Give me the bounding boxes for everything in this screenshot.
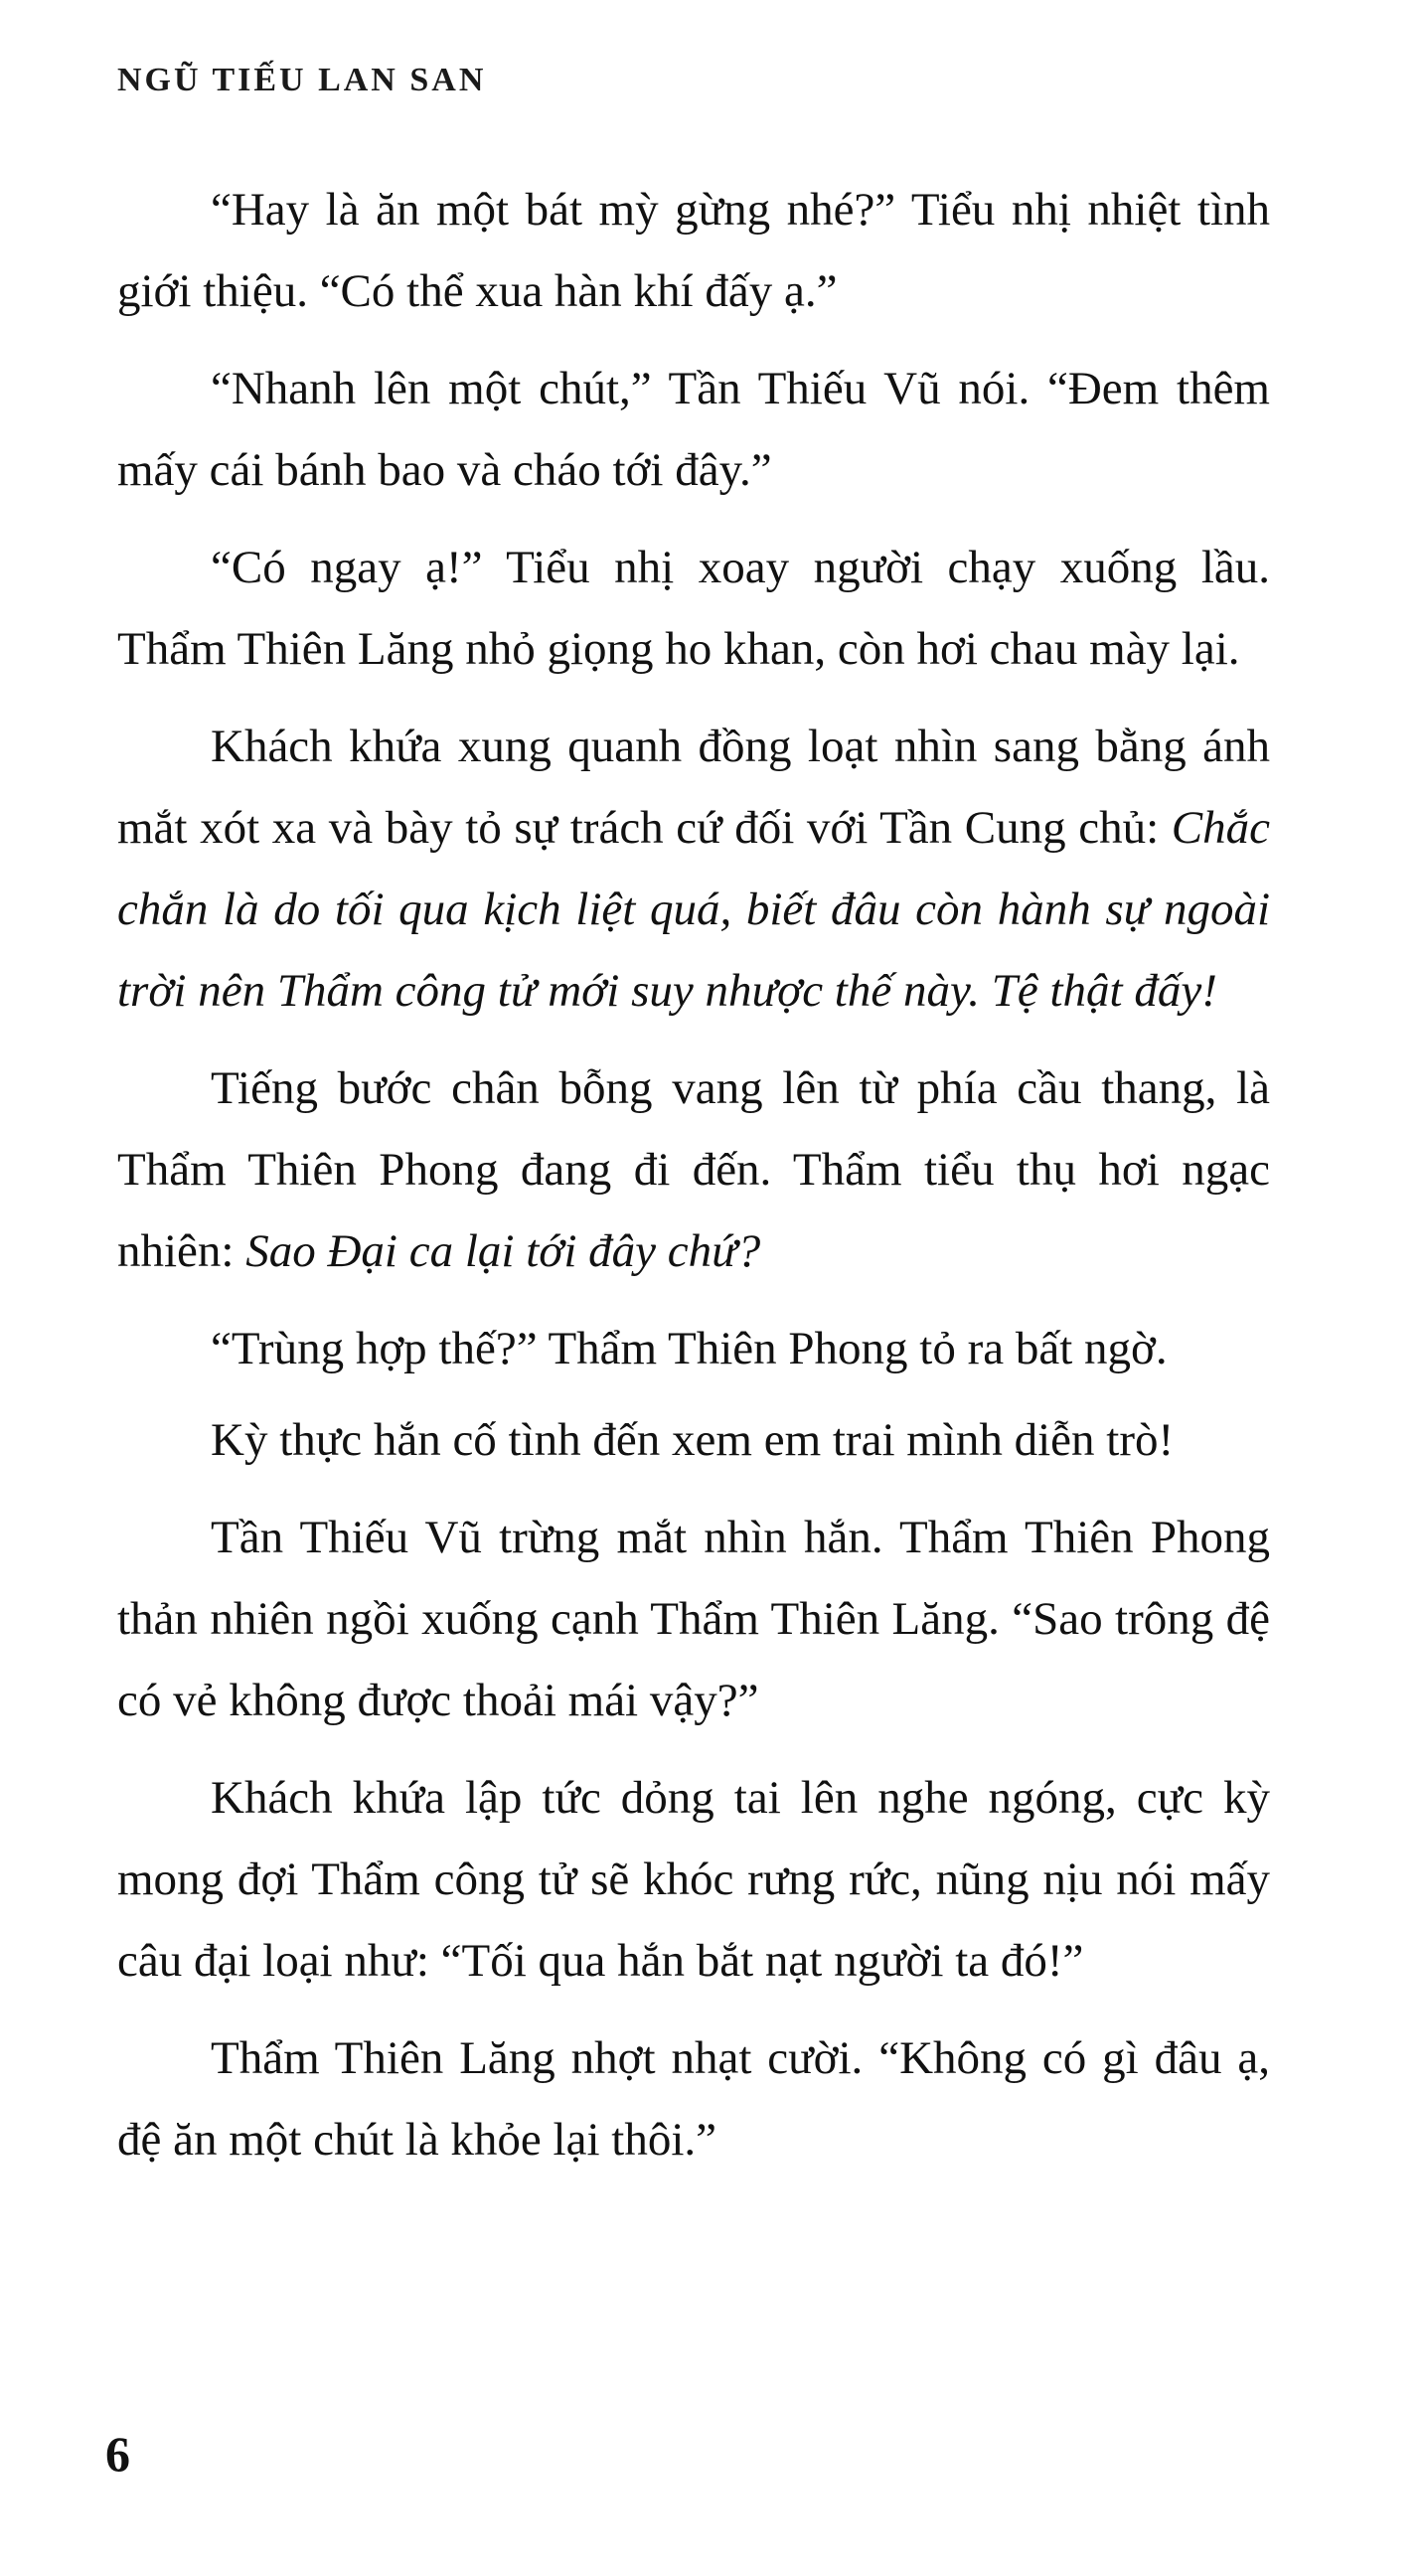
- paragraph-3: “Có ngay ạ!” Tiểu nhị xoay người chạy xuống lầu. Thẩm Thiên Lăng nhỏ giọng ho khan, còn hơi chau mày lại.: [117, 542, 1270, 675]
- page-number: 6: [105, 2426, 130, 2482]
- paragraph-7: Kỳ thực hắn cố tình đến xem em trai mình diễn trò!: [211, 1414, 1175, 1466]
- paragraph-5-italic-thought: Sao Đại ca lại tới đây chứ?: [245, 1225, 761, 1277]
- paragraph-10: Thẩm Thiên Lăng nhợt nhạt cười. “Không có gì đâu ạ, đệ ăn một chút là khỏe lại thôi.”: [117, 2032, 1270, 2166]
- paragraph-8: Tần Thiếu Vũ trừng mắt nhìn hắn. Thẩm Thiên Phong thản nhiên ngồi xuống cạnh Thẩm Thiên Lăng. “Sao trông đệ có vẻ không được thoải mái vậy?”: [117, 1512, 1270, 1726]
- paragraph-4-italic-thought: Chắc chắn là do tối qua kịch liệt quá, biết đâu còn hành sự ngoài trời nên Thẩm công tử mới suy nhược thế này. Tệ thật đấy!: [117, 802, 1270, 1017]
- running-header: NGŨ TIẾU LAN SAN: [117, 62, 487, 98]
- paragraph-2: “Nhanh lên một chút,” Tần Thiếu Vũ nói. “Đem thêm mấy cái bánh bao và cháo tới đây.”: [117, 363, 1270, 496]
- paragraph-5: [117, 1047, 1270, 1292]
- paragraph-4: [117, 706, 1270, 1032]
- paragraph-6: “Trùng hợp thế?” Thẩm Thiên Phong tỏ ra bất ngờ.: [211, 1323, 1168, 1374]
- paragraph-1: “Hay là ăn một bát mỳ gừng nhé?” Tiểu nhị nhiệt tình giới thiệu. “Có thể xua hàn khí đấy ạ.”: [117, 184, 1270, 317]
- paragraph-5-text: Tiếng bước chân bỗng vang lên từ phía cầu thang, là Thẩm Thiên Phong đang đi đến. Thẩm tiểu thụ hơi ngạc nhiên:: [117, 1062, 1270, 1277]
- paragraph-9: Khách khứa lập tức dỏng tai lên nghe ngóng, cực kỳ mong đợi Thẩm công tử sẽ khóc rưng rức, nũng nịu nói mấy câu đại loại như: “Tối qua hắn bắt nạt người ta đó!”: [117, 1772, 1270, 1987]
- paragraph-4-text: Khách khứa xung quanh đồng loạt nhìn sang bằng ánh mắt xót xa và bày tỏ sự trách cứ đối với Tần Cung chủ:: [117, 721, 1270, 854]
- page-body: [117, 169, 1270, 2196]
